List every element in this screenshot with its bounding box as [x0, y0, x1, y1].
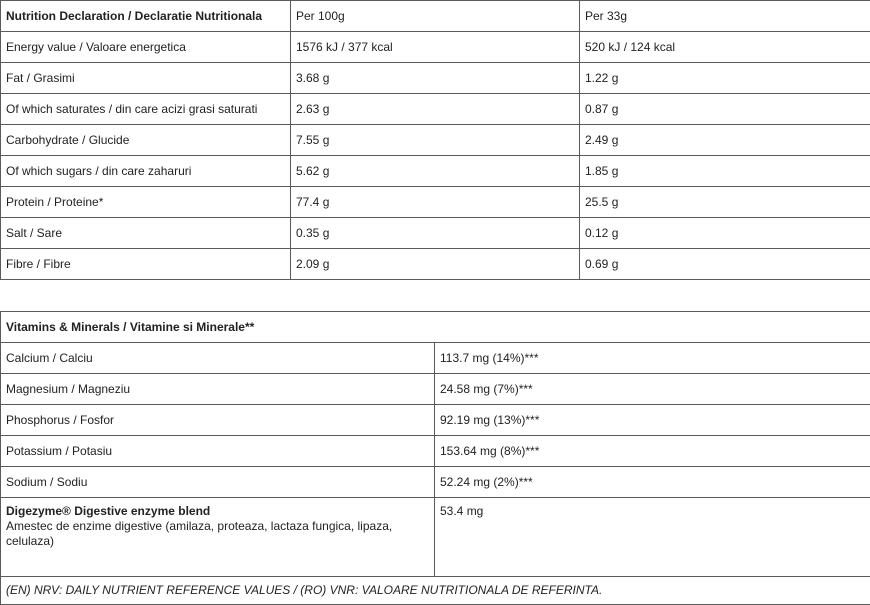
nutrient-perserving: 520 kJ / 124 kcal: [580, 32, 870, 63]
nutrition-header-row: [1, 1, 870, 32]
nutrient-perserving: 1.22 g: [580, 63, 870, 94]
enzyme-cell: [1, 498, 435, 577]
mineral-value: 153.64 mg (8%)***: [435, 436, 870, 467]
nutrient-per100: 3.68 g: [291, 63, 580, 94]
nutrient-name: Fat / Grasimi: [1, 63, 291, 94]
nutrient-per100: 7.55 g: [291, 125, 580, 156]
nutrient-name: Carbohydrate / Glucide: [1, 125, 291, 156]
nutrient-name: Energy value / Valoare energetica: [1, 32, 291, 63]
nutrition-header-per100: Per 100g: [291, 1, 580, 32]
nutrient-name: Salt / Sare: [1, 218, 291, 249]
mineral-name: Phosphorus / Fosfor: [1, 405, 435, 436]
mineral-value: 52.24 mg (2%)***: [435, 467, 870, 498]
table-row: [1, 467, 870, 498]
table-row: [1, 32, 870, 63]
nutrient-perserving: 25.5 g: [580, 187, 870, 218]
footnote-row: [1, 577, 870, 605]
nutrient-perserving: 2.49 g: [580, 125, 870, 156]
table-row: [1, 249, 870, 280]
table-row: [1, 218, 870, 249]
mineral-value: 24.58 mg (7%)***: [435, 374, 870, 405]
table-row: [1, 187, 870, 218]
nutrient-per100: 2.09 g: [291, 249, 580, 280]
enzyme-value: 53.4 mg: [435, 498, 870, 577]
nutrient-per100: 5.62 g: [291, 156, 580, 187]
nutrient-per100: 77.4 g: [291, 187, 580, 218]
table-row: [1, 125, 870, 156]
nutrient-perserving: 0.12 g: [580, 218, 870, 249]
table-row: [1, 94, 870, 125]
vitamins-header-row: [1, 312, 870, 343]
nutrition-header-perserving: Per 33g: [580, 1, 870, 32]
table-row: [1, 405, 870, 436]
mineral-name: Calcium / Calciu: [1, 343, 435, 374]
table-row: [1, 343, 870, 374]
table-row: [1, 156, 870, 187]
enzyme-row: [1, 498, 870, 577]
nutrient-per100: 2.63 g: [291, 94, 580, 125]
nutrient-perserving: 0.69 g: [580, 249, 870, 280]
nutrient-per100: 1576 kJ / 377 kcal: [291, 32, 580, 63]
enzyme-title: Digezyme® Digestive enzyme blend: [6, 504, 429, 519]
mineral-value: 92.19 mg (13%)***: [435, 405, 870, 436]
nutrition-header-name: Nutrition Declaration / Declaratie Nutritionala: [1, 1, 291, 32]
mineral-name: Potassium / Potasiu: [1, 436, 435, 467]
nutrient-name: Of which sugars / din care zaharuri: [1, 156, 291, 187]
nutrient-perserving: 0.87 g: [580, 94, 870, 125]
table-row: [1, 374, 870, 405]
enzyme-description: Amestec de enzime digestive (amilaza, proteaza, lactaza fungica, lipaza, celulaza): [6, 519, 429, 549]
nutrient-name: Fibre / Fibre: [1, 249, 291, 280]
mineral-name: Sodium / Sodiu: [1, 467, 435, 498]
nutrient-perserving: 1.85 g: [580, 156, 870, 187]
mineral-name: Magnesium / Magneziu: [1, 374, 435, 405]
table-row: [1, 63, 870, 94]
table-row: [1, 436, 870, 467]
footnote: (EN) NRV: DAILY NUTRIENT REFERENCE VALUES / (RO) VNR: VALOARE NUTRITIONALA DE REFERINTA.: [1, 577, 870, 605]
vitamins-table: [0, 311, 870, 605]
nutrition-table: [0, 0, 870, 280]
nutrient-per100: 0.35 g: [291, 218, 580, 249]
mineral-value: 113.7 mg (14%)***: [435, 343, 870, 374]
vitamins-header: Vitamins & Minerals / Vitamine si Minerale**: [1, 312, 870, 343]
nutrient-name: Protein / Proteine*: [1, 187, 291, 218]
nutrient-name: Of which saturates / din care acizi grasi saturati: [1, 94, 291, 125]
